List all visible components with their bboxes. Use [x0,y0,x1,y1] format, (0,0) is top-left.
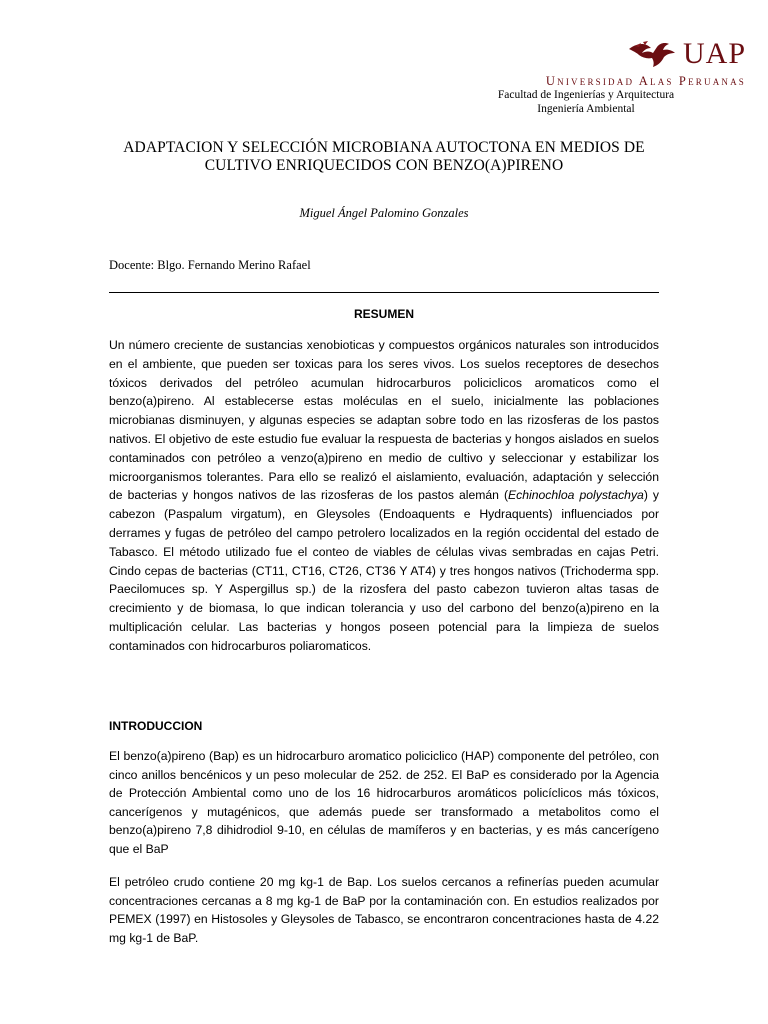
docente-line: Docente: Blgo. Fernando Merino Rafael [109,258,311,272]
faculty-name: Facultad de Ingenierías y Arquitectura [497,89,675,101]
resumen-heading: RESUMEN [353,307,414,321]
resumen-text-a: Un número creciente de sustancias xenobioticas y compuestos orgánicos naturales son introducidos en el ambiente, que pueden ser toxicas para los seres vivos. Los suelos receptores de desechos tóxicos derivados del petróleo acumulan hidrocarburos policiclicos aromaticos como el benzo(a)pireno. Al establecerse estas moléculas en el suelo, inicialmente las poblaciones microbianas disminuyen, y algunas especies se adaptan sobre todo en las rizosferas de los pastos nativos. El objetivo de este estudio fue evaluar la respuesta de bacterias y hongos aislados en suelos contaminados con petróleo a venzo(a)pireno en medio de cultivo y seleccionar y estabilizar los microorganismos tolerantes. Para ello se realizó el aislamiento, evaluación, adaptación y selección de bacterias y hongos nativos de las rizosferas de los pastos alemán ( [109,338,659,503]
introduccion-heading: INTRODUCCION [109,719,203,733]
department-name: Ingeniería Ambiental [537,103,635,115]
author-name: Miguel Ángel Palomino Gonzales [299,206,469,220]
resumen-paragraph [109,336,659,656]
paper-title: ADAPTACION Y SELECCIÓN MICROBIANA AUTOCTONA EN MEDIOS DE CULTIVO ENRIQUECIDOS CON BENZO(A)PIRENO [123,139,645,174]
winged-bird-icon [627,39,677,69]
resumen-italic-species: Echinochloa polystachya [508,488,644,503]
logo-text: UAP [682,37,746,70]
introduccion-paragraph-1: El benzo(a)pireno (Bap) es un hidrocarburo aromatico policiclico (HAP) componente del petróleo, con cinco anillos bencénicos y un peso molecular de 252. de 252. El BaP es considerado por la Agencia de Protección Ambiental como uno de los 16 hidrocarburos aromáticos policíclicos más tóxicos, cancerígenos y mutagénicos, que además puede ser transformado a metabolitos como el benzo(a)pireno 7,8 dihidrodiol 9-10, en células de mamíferos y en bacterias, y es más cancerígeno que el BaP [109,749,659,856]
introduccion-paragraph-2: El petróleo crudo contiene 20 mg kg-1 de Bap. Los suelos cercanos a refinerías pueden acumular concentraciones cercanas a 8 mg kg-1 de BaP por la contaminación con. En estudios realizados por PEMEX (1997) en Histosoles y Gleysoles de Tabasco, se encontraron concentraciones hasta de 4.22 mg kg-1 de BaP. [109,875,659,945]
university-name: Universidad Alas Peruanas [545,74,746,88]
logo-row [486,36,746,72]
resumen-text-b: ) y cabezon (Paspalum virgatum), en Gleysoles (Endoaquents e Hydraquents) influenciados por derrames y fugas de petróleo del campo petrolero localizados en la región occidental del estado de Tabasco. El método utilizado fue el conteo de viables de células vivas sembradas en cajas Petri. Cindo cepas de bacterias (CT11, CT16, CT26, CT36 Y AT4) y tres hongos nativos (Trichoderma spp. Paecilomuces sp. Y Aspergillus sp.) de la rizosfera del pasto cabezon tuvieron altas tasas de crecimiento y de biomasa, lo que indican tolerancia y uso del carbono del benzo(a)pireno en la multiplicación celular. Las bacterias y hongos poseen potencial para la limpieza de suelos contaminados con hidrocarburos poliaromaticos. [109,488,660,653]
university-logo [486,36,746,89]
divider-rule [109,292,659,293]
